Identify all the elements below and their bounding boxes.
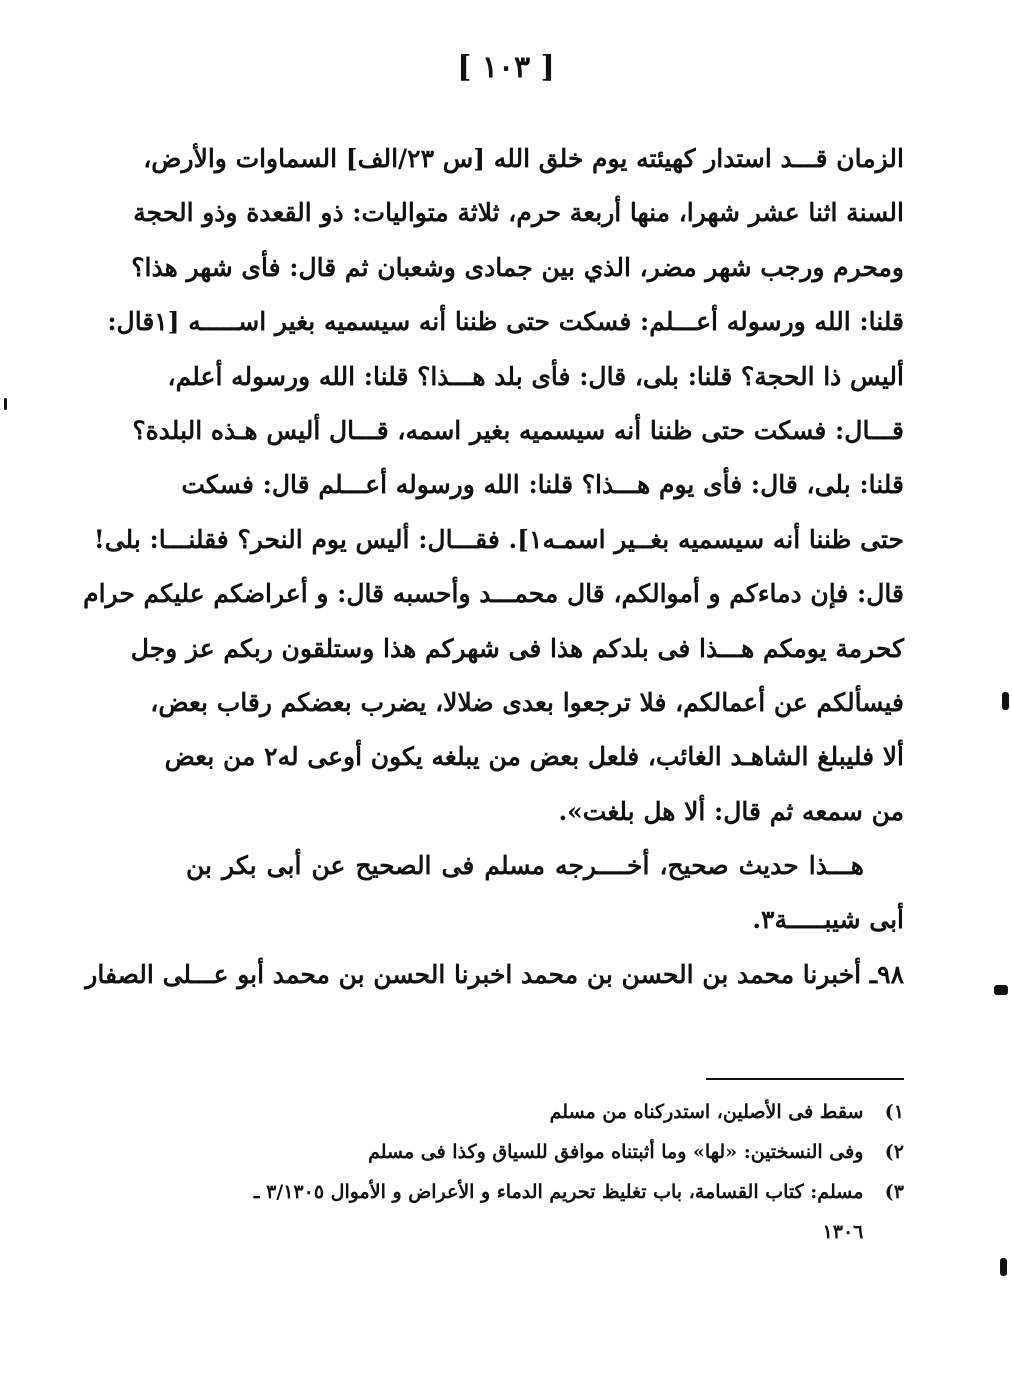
footnote-divider <box>706 1078 904 1080</box>
scan-mark <box>1000 1258 1007 1276</box>
text-line: ٩٨ـ أخبرنا محمد بن الحسن بن محمد اخبرنا الحسن بن محمد أبو عـــلى الصفار <box>85 959 904 989</box>
footnote-text: ١٣٠٦ <box>822 1221 864 1243</box>
text-line: كحرمة يومكم هـــذا فى بلدكم هذا فى شهركم هذا وستلقون ربكم عز وجل <box>130 633 904 663</box>
text-line: قال: فإن دماءكم و أموالكم، قال محمـــد وأحسبه قال: و أعراضكم عليكم حرام <box>83 579 904 609</box>
footnote <box>186 1212 904 1252</box>
footnotes <box>186 1092 904 1252</box>
footnote-text: سقط فى الأصلين، استدركناه من مسلم <box>549 1101 864 1123</box>
text-line: حتى ظننا أنه سيسميه بغــير اسمـه١]. فقـــال: أليس يوم النحر؟ فقلنـــا: بلى! <box>93 524 904 554</box>
text-line: قـــال: فسكت حتى ظننا أنه سيسميه بغير اسمه، قـــال أليس هـذه البلدة؟ <box>132 415 904 445</box>
footnote-number: ١) <box>884 1101 904 1123</box>
text-line: أبى شيبـــــة٣. <box>752 905 904 935</box>
main-text <box>83 132 904 1002</box>
footnote <box>186 1092 904 1132</box>
text-line: من سمعه ثم قال: ألا هل بلغت». <box>558 796 904 826</box>
scan-mark <box>4 398 7 410</box>
text-line: ألا فليبلغ الشاهـد الغائب، فلعل بعض من يبلغه يكون أوعى له٢ من بعض <box>164 742 904 772</box>
footnote-text: مسلم: كتاب القسامة، باب تغليظ تحريم الدماء و الأعراض و الأموال ٣/١٣٠٥ ـ <box>253 1181 864 1203</box>
footnote <box>186 1132 904 1172</box>
text-line: ومحرم ورجب شهر مضر، الذي بين جمادى وشعبان ثم قال: فأى شهر هذا؟ <box>131 252 904 282</box>
text-line: قلنا: الله ورسوله أعـــلم: فسكت حتى ظننا أنه سيسميه بغير اســـــه [١قال: <box>107 307 904 337</box>
page-number: [ ١٠٣ ] <box>457 50 555 85</box>
text-line: الزمان قـــد استدار كهيئته يوم خلق الله [س ٢٣/الف] السماوات والأرض، <box>143 144 904 173</box>
text-line: هـــذا حديث صحيح، أخــــرجه مسلم فى الصحيح عن أبى بكر بن <box>186 851 864 881</box>
text-line: قلنا: بلى، قال: فأى يوم هـــذا؟ قلنا: الله ورسوله أعـــلم قال: فسكت <box>181 470 904 500</box>
footnote-number: ٣) <box>884 1181 904 1203</box>
text-line: أليس ذا الحجة؟ قلنا: بلى، قال: فأى بلد هـــذا؟ قلنا: الله ورسوله أعلم، <box>167 361 904 391</box>
scan-mark <box>1002 692 1009 710</box>
footnote-number: ٢) <box>884 1141 904 1163</box>
scan-mark <box>994 985 1008 995</box>
footnote <box>186 1172 904 1212</box>
text-line: فيسألكم عن أعمالكم، فلا ترجعوا بعدى ضلالا، يضرب بعضكم رقاب بعض، <box>150 687 904 717</box>
text-line: السنة اثنا عشر شهرا، منها أربعة حرم، ثلاثة متواليات: ذو القعدة وذو الحجة <box>133 198 904 228</box>
footnote-text: وفى النسختين: «لها» وما أثبتناه موافق للسياق وكذا فى مسلم <box>368 1141 864 1163</box>
